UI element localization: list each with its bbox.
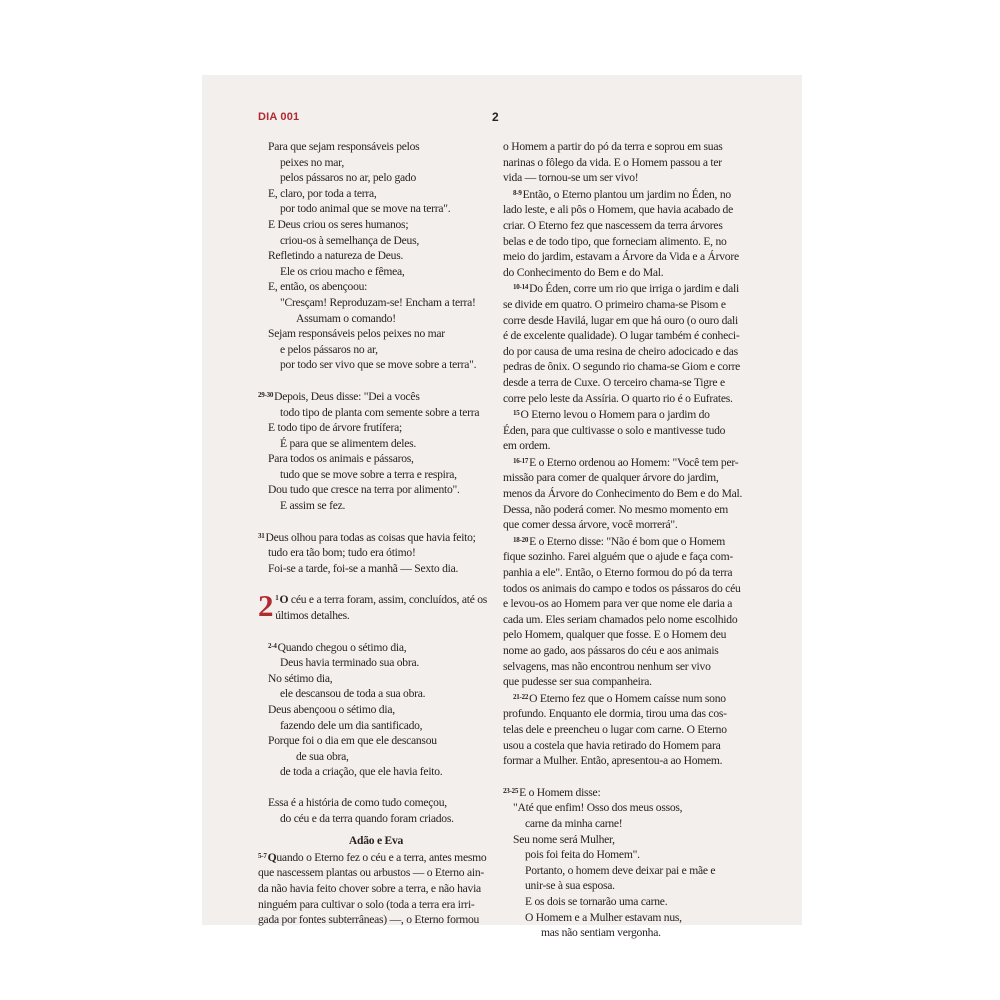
text-line bbox=[503, 486, 743, 502]
line-text: panhia a ele". Então, o Eterno formou do pó da terra bbox=[503, 566, 733, 580]
text-line bbox=[503, 533, 739, 550]
line-text: Essa é a história de como tudo começou, bbox=[268, 795, 447, 809]
line-text: fazendo dele um dia santificado, bbox=[280, 718, 423, 732]
line-text: do Conhecimento do Bem e do Mal. bbox=[503, 265, 664, 279]
text-line bbox=[258, 420, 494, 436]
verse-number: 18-20 bbox=[513, 535, 529, 544]
line-text: "Até que enfim! Osso dos meus ossos, bbox=[513, 801, 683, 815]
text-line bbox=[258, 881, 494, 897]
line-text: E o Eterno disse: "Não é bom que o Homem bbox=[529, 534, 726, 548]
line-text: E o Eterno ordenou ao Homem: "Você tem per- bbox=[529, 455, 739, 469]
text-line bbox=[258, 264, 494, 280]
text-line bbox=[503, 202, 739, 218]
verse-number: 29-30 bbox=[258, 390, 274, 399]
line-text: Deus havia terminado sua obra. bbox=[280, 656, 419, 670]
verse-number: 1 bbox=[275, 594, 279, 603]
text-line bbox=[258, 561, 494, 577]
text-line bbox=[503, 627, 739, 643]
text-line bbox=[258, 849, 494, 866]
line-text: E o Homem disse: bbox=[519, 785, 601, 799]
text-line bbox=[258, 811, 494, 827]
line-text: E, então, os abençoou: bbox=[268, 280, 368, 294]
text-line bbox=[503, 863, 739, 879]
text-line bbox=[503, 438, 739, 454]
text-line bbox=[503, 643, 739, 659]
line-text: do por causa de uma resina de cheiro adocicado e das bbox=[503, 344, 738, 358]
line-text: Deus olhou para todas as coisas que havia feito; bbox=[265, 530, 476, 544]
line-text: lado leste, e ali pôs o Homem, que havia acabado de bbox=[503, 203, 733, 217]
line-text: belas e de todo tipo, que forneciam alimento. E, no bbox=[503, 234, 727, 248]
line-text: E, claro, por toda a terra, bbox=[268, 186, 377, 200]
text-line bbox=[258, 405, 494, 421]
line-text: criar. O Eterno fez que nascessem da terra árvores bbox=[503, 218, 723, 232]
line-text: que nascessem plantas ou arbustos — o Eterno ain- bbox=[258, 866, 485, 880]
line-text: corre desde Havilá, lugar em que há ouro (o ouro dali bbox=[503, 313, 738, 327]
text-line bbox=[258, 655, 494, 671]
paragraph-gap bbox=[503, 769, 739, 784]
line-text: se divide em quatro. O primeiro chama-se Pisom e bbox=[503, 297, 726, 311]
chapter-number: 2 bbox=[258, 588, 274, 624]
text-line bbox=[503, 391, 739, 407]
line-text: profundo. Enquanto ele dormia, tirou uma das cos- bbox=[503, 707, 727, 721]
line-text: pedras de ônix. O segundo rio chama-se Giom e corre bbox=[503, 360, 741, 374]
text-line bbox=[503, 406, 739, 423]
line-text: uando o Eterno fez o céu e a terra, antes mesmo bbox=[276, 850, 487, 864]
line-text: ninguém para cultivar o solo (toda a terra era irri- bbox=[258, 897, 475, 911]
line-text: E os dois se tornarão uma carne. bbox=[525, 894, 668, 908]
line-text: É para que se alimentem deles. bbox=[280, 436, 417, 450]
text-line bbox=[503, 313, 739, 329]
line-text: da não havia feito chover sobre a terra, e não havia bbox=[258, 881, 481, 895]
text-line bbox=[503, 186, 739, 203]
line-text: tudo era tão bom; tudo era ótimo! bbox=[268, 546, 416, 560]
line-text: fique sozinho. Farei alguém que o ajude e faça com- bbox=[503, 550, 733, 564]
line-text: cada um. Eles seriam chamados pelo nome escolhido bbox=[503, 612, 738, 626]
line-text: missão para comer de qualquer árvore do jardim, bbox=[503, 471, 719, 485]
line-text: todo tipo de planta com semente sobre a terra bbox=[280, 405, 480, 419]
text-line bbox=[258, 686, 494, 702]
line-text: formar a Mulher. Então, apresentou-a ao Homem. bbox=[503, 754, 723, 768]
line-text: Quando chegou o sétimo dia, bbox=[277, 640, 407, 654]
line-text: Porque foi o dia em que ele descansou bbox=[268, 734, 437, 748]
line-text: céu e a terra foram, assim, concluídos, até os bbox=[288, 593, 488, 607]
text-line bbox=[258, 451, 494, 467]
text-line bbox=[258, 295, 494, 311]
line-text: o Homem a partir do pó da terra e soprou em suas bbox=[503, 140, 723, 153]
line-text: e pelos pássaros no ar, bbox=[280, 342, 378, 356]
text-line bbox=[258, 311, 494, 327]
text-line bbox=[503, 738, 739, 754]
line-text: corre pelo leste da Assíria. O quarto rio é o Eufrates. bbox=[503, 391, 733, 405]
text-line bbox=[503, 612, 739, 628]
text-line bbox=[258, 608, 494, 624]
text-line bbox=[503, 155, 739, 171]
text-line bbox=[503, 581, 739, 597]
text-line bbox=[258, 436, 494, 452]
text-line bbox=[258, 170, 494, 186]
line-text: "Cresçam! Reproduzam-se! Encham a terra! bbox=[280, 295, 476, 309]
text-line bbox=[503, 722, 739, 738]
line-text: Deus abençoou o sétimo dia, bbox=[268, 703, 395, 716]
paragraph-gap bbox=[258, 826, 494, 833]
text-line bbox=[258, 201, 494, 217]
text-line bbox=[258, 733, 494, 749]
text-line bbox=[258, 326, 494, 342]
paragraph-gap bbox=[258, 373, 494, 388]
line-text: mas não sentiam vergonha. bbox=[541, 926, 661, 940]
text-line bbox=[503, 847, 739, 863]
line-text: O Eterno fez que o Homem caísse num sono bbox=[529, 691, 726, 705]
text-line bbox=[503, 832, 739, 848]
initial-letter: O bbox=[279, 593, 289, 607]
text-line bbox=[258, 233, 494, 249]
text-line bbox=[503, 328, 739, 344]
text-line bbox=[258, 865, 494, 881]
text-line bbox=[503, 470, 739, 486]
text-line bbox=[503, 297, 739, 313]
verse-number: 21-22 bbox=[513, 692, 529, 701]
text-line bbox=[258, 749, 494, 765]
line-text: por todo ser vivo que se move sobre a terra". bbox=[280, 358, 477, 372]
text-line bbox=[503, 423, 739, 439]
verse-number: 5-7 bbox=[258, 851, 267, 860]
text-line bbox=[503, 753, 739, 769]
line-text: No sétimo dia, bbox=[268, 671, 333, 685]
text-line bbox=[503, 659, 739, 675]
verse-number: 10-14 bbox=[513, 283, 529, 292]
text-line bbox=[258, 186, 494, 202]
line-text: Para todos os animais e pássaros, bbox=[268, 452, 414, 466]
line-text: narinas o fôlego da vida. E o Homem passou a ter bbox=[503, 155, 722, 169]
line-text: Portanto, o homem deve deixar pai e mãe e bbox=[525, 863, 716, 877]
text-line bbox=[503, 910, 739, 926]
line-text: meio do jardim, estavam a Árvore da Vida e a Árvore bbox=[503, 250, 739, 264]
verse-number: 23-25 bbox=[503, 786, 519, 795]
paragraph-gap bbox=[258, 780, 494, 795]
text-line bbox=[258, 139, 494, 155]
line-text: Assumam o comando! bbox=[296, 311, 396, 325]
text-line bbox=[258, 248, 494, 264]
text-line bbox=[503, 170, 739, 186]
text-line bbox=[503, 816, 739, 832]
text-line bbox=[503, 454, 739, 471]
text-line bbox=[258, 279, 494, 295]
line-text: Do Éden, corre um rio que irriga o jardim e dali bbox=[529, 282, 739, 296]
right-text-column bbox=[503, 139, 743, 941]
text-line bbox=[503, 784, 739, 801]
line-text: Foi-se a tarde, foi-se a manhã — Sexto dia. bbox=[268, 561, 459, 575]
paragraph-gap bbox=[258, 514, 494, 529]
line-text: unir-se à sua esposa. bbox=[525, 879, 615, 893]
text-line bbox=[258, 764, 494, 780]
line-text: do céu e da terra quando foram criados. bbox=[280, 811, 454, 825]
line-text: ele descansou de toda a sua obra. bbox=[280, 687, 426, 701]
line-text: Ele os criou macho e fêmea, bbox=[280, 264, 405, 278]
text-line bbox=[503, 690, 739, 707]
line-text: últimos detalhes. bbox=[275, 609, 350, 623]
line-text: por todo animal que se move na terra". bbox=[280, 202, 451, 216]
line-text: E Deus criou os seres humanos; bbox=[268, 217, 409, 231]
line-text: Depois, Deus disse: "Dei a vocês bbox=[274, 389, 420, 403]
text-line bbox=[258, 217, 494, 233]
text-line bbox=[503, 344, 739, 360]
line-text: menos da Árvore do Conhecimento do Bem e do Mal. bbox=[503, 487, 743, 501]
text-line bbox=[258, 671, 494, 687]
line-text: que comer dessa árvore, você morrerá". bbox=[503, 518, 678, 532]
line-text: tudo que se move sobre a terra e respira, bbox=[280, 467, 457, 481]
text-line bbox=[503, 878, 739, 894]
text-line bbox=[258, 482, 494, 498]
line-text: carne da minha carne! bbox=[525, 816, 623, 830]
line-text: telas dele e preencheu o lugar com carne. O Eterno bbox=[503, 722, 727, 736]
verse-number: 15 bbox=[513, 409, 520, 418]
text-line bbox=[258, 155, 494, 171]
verse-number: 16-17 bbox=[513, 456, 529, 465]
line-text: de sua obra, bbox=[296, 749, 349, 763]
text-line bbox=[503, 565, 739, 581]
text-line bbox=[503, 517, 739, 533]
line-text: pois foi feita do Homem". bbox=[525, 848, 640, 862]
paragraph-gap bbox=[258, 576, 494, 591]
line-text: Dessa, não poderá comer. No mesmo momento em bbox=[503, 502, 729, 516]
left-text-column bbox=[258, 139, 494, 928]
text-line bbox=[258, 897, 494, 913]
text-line bbox=[258, 388, 494, 405]
line-text: nome ao gado, aos pássaros do céu e aos animais bbox=[503, 644, 719, 657]
paragraph-gap bbox=[258, 624, 494, 639]
text-line bbox=[258, 702, 494, 718]
text-line bbox=[503, 925, 739, 941]
line-text: é de excelente qualidade). O lugar também é conheci- bbox=[503, 329, 740, 343]
text-line bbox=[503, 280, 739, 297]
text-line bbox=[258, 545, 494, 561]
section-heading: Adão e Eva bbox=[348, 834, 404, 848]
line-text: de toda a criação, que ele havia feito. bbox=[280, 765, 443, 779]
line-text: todos os animais do campo e todos os pássaros do céu bbox=[503, 581, 741, 595]
text-line bbox=[258, 639, 494, 656]
text-line bbox=[503, 359, 739, 375]
line-text: Dou tudo que cresce na terra por alimento". bbox=[268, 483, 460, 497]
text-line bbox=[503, 139, 739, 155]
text-line bbox=[503, 706, 739, 722]
day-label: DIA 001 bbox=[258, 111, 300, 123]
line-text: pelo Homem, qualquer que fosse. E o Homem deu bbox=[503, 628, 727, 642]
line-text: Sejam responsáveis pelos peixes no mar bbox=[268, 327, 445, 341]
text-line bbox=[503, 596, 739, 612]
page-number: 2 bbox=[492, 110, 499, 124]
line-text: E todo tipo de árvore frutífera; bbox=[268, 421, 402, 435]
text-line bbox=[258, 342, 494, 358]
verse-number: 8-9 bbox=[513, 188, 522, 197]
line-text: criou-os à semelhança de Deus, bbox=[280, 233, 419, 247]
text-line bbox=[503, 218, 739, 234]
line-text: selvagens, mas não encontrou nenhum ser vivo bbox=[503, 659, 711, 673]
text-line bbox=[503, 674, 739, 690]
line-text: Então, o Eterno plantou um jardim no Éden, no bbox=[522, 187, 731, 201]
text-line bbox=[503, 502, 739, 518]
line-text: E assim se fez. bbox=[280, 499, 346, 513]
line-text: peixes no mar, bbox=[280, 155, 344, 169]
text-line bbox=[258, 498, 494, 514]
line-text: em ordem. bbox=[503, 439, 551, 453]
line-text: que pudesse ser sua companheira. bbox=[503, 675, 652, 689]
line-text: vida — tornou-se um ser vivo! bbox=[503, 171, 639, 185]
text-line bbox=[258, 467, 494, 483]
line-text: usou a costela que havia retirado do Homem para bbox=[503, 738, 721, 752]
text-line bbox=[503, 800, 739, 816]
line-text: pelos pássaros no ar, pelo gado bbox=[280, 171, 417, 185]
line-text: Para que sejam responsáveis pelos bbox=[268, 140, 420, 153]
text-line bbox=[503, 375, 739, 391]
line-text: Seu nome será Mulher, bbox=[513, 832, 615, 846]
verse-number: 2-4 bbox=[268, 641, 277, 650]
text-line bbox=[258, 795, 494, 811]
line-text: Refletindo a natureza de Deus. bbox=[268, 249, 404, 263]
line-text: e levou-os ao Homem para ver que nome ele daria a bbox=[503, 597, 733, 611]
text-line bbox=[503, 265, 739, 281]
line-text: O Eterno levou o Homem para o jardim do bbox=[520, 408, 710, 422]
line-text: desde a terra de Cuxe. O terceiro chama-se Tigre e bbox=[503, 375, 725, 389]
text-line bbox=[503, 894, 739, 910]
line-text: O Homem e a Mulher estavam nus, bbox=[525, 910, 682, 924]
text-line bbox=[503, 249, 739, 265]
verse-number: 31 bbox=[258, 531, 265, 540]
text-line bbox=[258, 912, 494, 928]
text-line bbox=[258, 357, 494, 373]
text-line bbox=[258, 529, 494, 546]
text-line bbox=[503, 549, 739, 565]
text-line bbox=[503, 234, 739, 250]
text-line bbox=[258, 718, 494, 734]
initial-letter: Q bbox=[267, 850, 277, 864]
line-text: gada por fontes subterrâneas) —, o Eterno formou bbox=[258, 913, 480, 927]
line-text: Éden, para que cultivasse o solo e mantivesse tudo bbox=[503, 423, 726, 437]
